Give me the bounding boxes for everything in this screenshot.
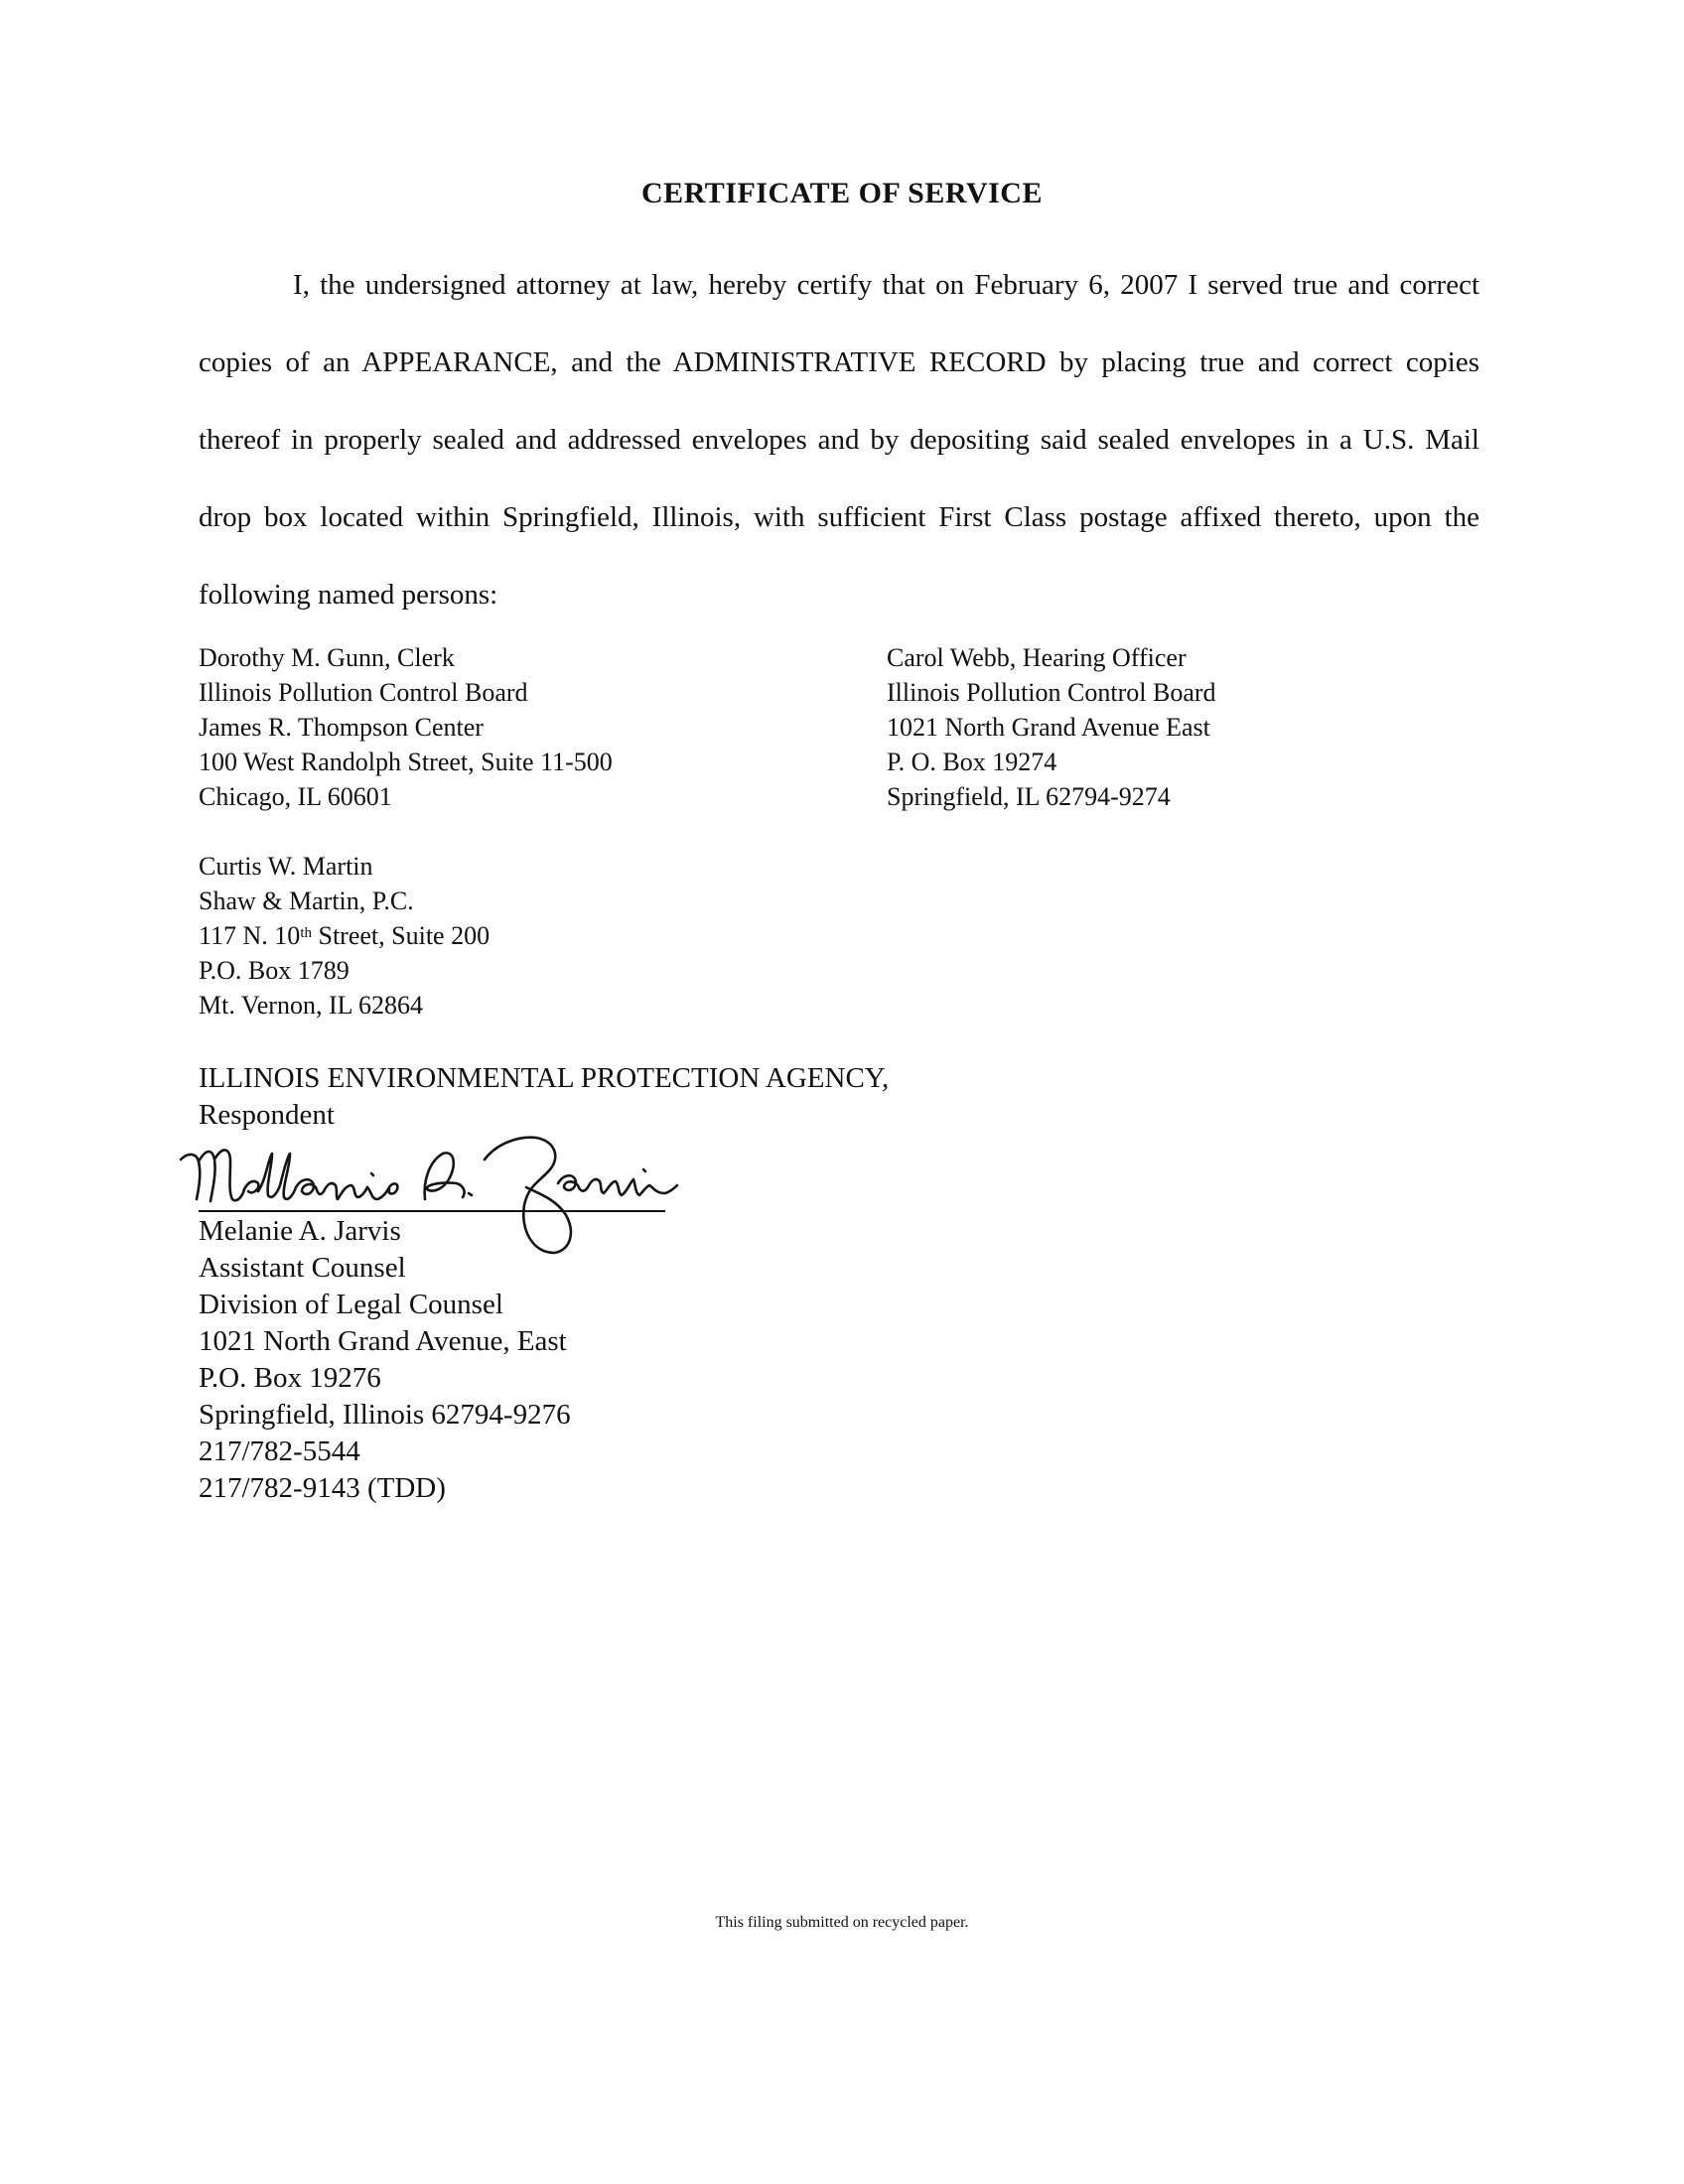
address-line: P. O. Box 19274 <box>887 748 1057 776</box>
signature-line <box>199 1210 665 1212</box>
signer-line: 217/782-9143 (TDD) <box>199 1472 446 1504</box>
address-line: Chicago, IL 60601 <box>199 782 392 811</box>
ordinal-suffix: th <box>300 925 312 941</box>
address-line: 100 West Randolph Street, Suite 11-500 <box>199 748 613 776</box>
recipient-address-gunn <box>199 640 613 814</box>
address-line: Dorothy M. Gunn, Clerk <box>199 643 455 672</box>
recipient-address-martin <box>199 849 490 1023</box>
recipient-address-webb <box>887 640 1216 814</box>
signer-line: 1021 North Grand Avenue, East <box>199 1325 567 1357</box>
street-rest: Street, Suite 200 <box>311 921 491 950</box>
signer-line: Melanie A. Jarvis <box>199 1215 401 1247</box>
address-line: 1021 North Grand Avenue East <box>887 713 1210 742</box>
recycled-paper-footer: This filing submitted on recycled paper. <box>715 1914 969 1931</box>
signer-line: Assistant Counsel <box>199 1252 406 1284</box>
signer-line: Springfield, Illinois 62794-9276 <box>199 1399 571 1431</box>
agency-role: Respondent <box>199 1099 335 1131</box>
address-line: Mt. Vernon, IL 62864 <box>199 991 424 1020</box>
signer-line: P.O. Box 19276 <box>199 1362 381 1394</box>
address-line: Illinois Pollution Control Board <box>887 678 1216 707</box>
agency-block <box>199 1060 889 1134</box>
signer-line: Division of Legal Counsel <box>199 1289 503 1320</box>
address-line: Shaw & Martin, P.C. <box>199 887 414 915</box>
address-line: Curtis W. Martin <box>199 852 373 881</box>
agency-name: ILLINOIS ENVIRONMENTAL PROTECTION AGENCY, <box>199 1062 890 1094</box>
street-number: 117 N. 10 <box>199 921 301 950</box>
address-line <box>199 918 490 953</box>
document-title: CERTIFICATE OF SERVICE <box>641 177 1043 209</box>
address-line: P.O. Box 1789 <box>199 956 350 985</box>
address-line: James R. Thompson Center <box>199 713 484 742</box>
certification-paragraph: I, the undersigned attorney at law, hereby certify that on February 6, 2007 I served true and correct copies of an APPEARANCE, and the ADMINISTRATIVE RECORD by placing true and correct copies thereof in properly sealed and addressed envelopes and by depositing said sealed envelopes in a U.S. Mail drop box located within Springfield, Illinois, with sufficient First Class postage affixed thereto, upon the following named persons: <box>199 269 1479 611</box>
address-line: Illinois Pollution Control Board <box>199 678 528 707</box>
address-line: Springfield, IL 62794-9274 <box>887 782 1171 811</box>
signer-line: 217/782-5544 <box>199 1435 360 1467</box>
signer-block <box>199 1213 571 1507</box>
address-line: Carol Webb, Hearing Officer <box>887 643 1187 672</box>
